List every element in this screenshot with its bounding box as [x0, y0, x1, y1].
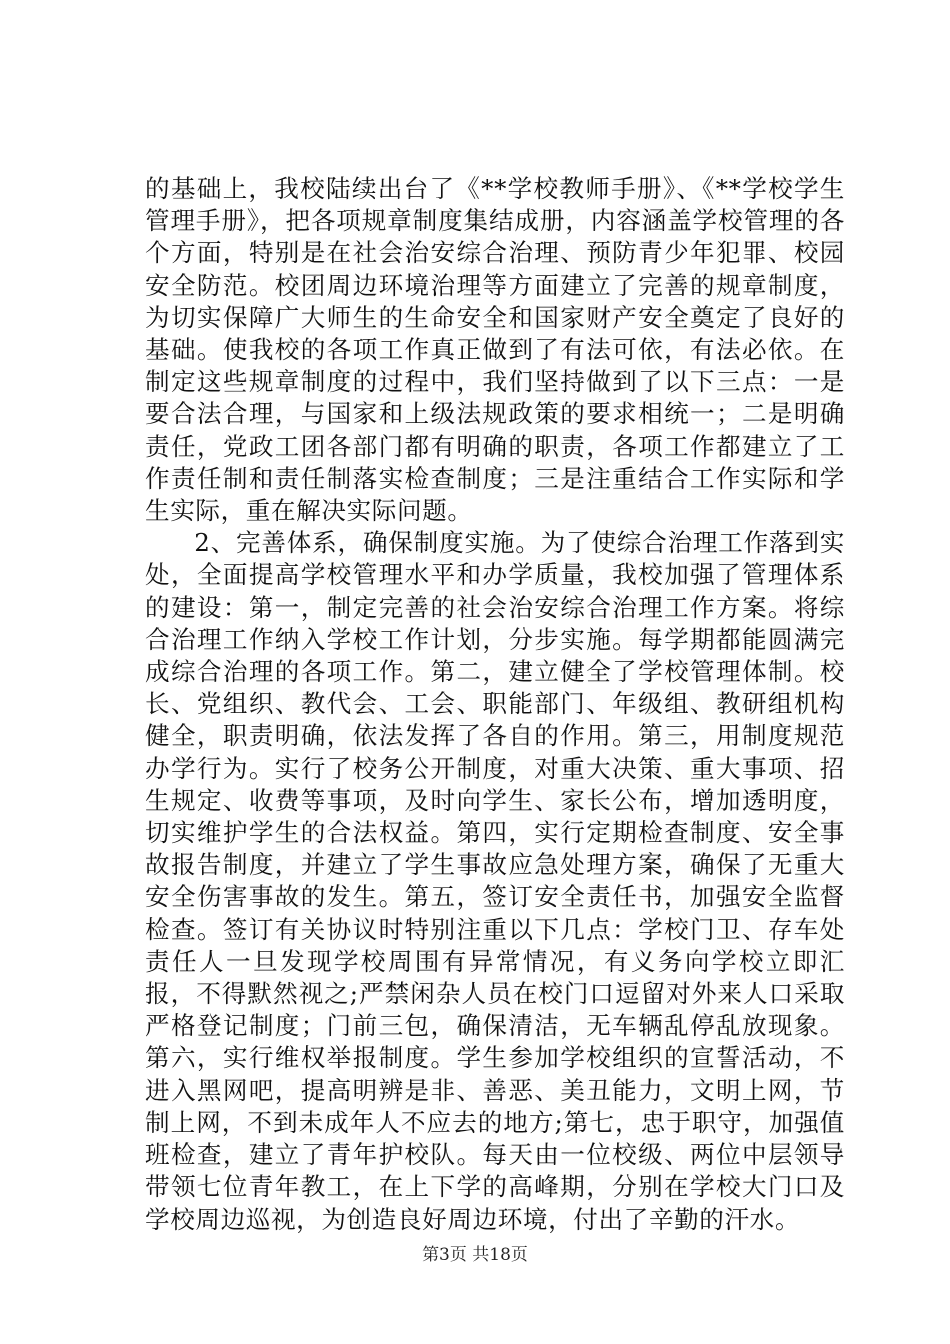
paragraph-continuation: 的基础上，我校陆续出台了《**学校教师手册》、《**学校学生管理手册》，把各项规章制度集结成册，内容涵盖学校管理的各个方面，特别是在社会治安综合治理、预防青少年犯罪、校园安全防范。校团周边环境治理等方面建立了完善的规章制度，为切实保障广大师生的生命安全和国家财产安全奠定了良好的基础。使我校的各项工作真正做到了有法可依，有法必依。在制定这些规章制度的过程中，我们坚持做到了以下三点：一是要合法合理，与国家和上级法规政策的要求相统一；二是明确责任，党政工团各部门都有明确的职责，各项工作都建立了工作责任制和责任制落实检查制度；三是注重结合工作实际和学生实际，重在解决实际问题。: [145, 174, 845, 526]
page-footer: 第3页 共18页: [422, 1245, 528, 1265]
paragraph-improve-system: 2、完善体系，确保制度实施。为了使综合治理工作落到实处，全面提高学校管理水平和办学质量，我校加强了管理体系的建设：第一，制定完善的社会治安综合治理工作方案。将综合治理工作纳入学校工作计划，分步实施。每学期都能圆满完成综合治理的各项工作。第二，建立健全了学校管理体制。校长、党组织、教代会、工会、职能部门、年级组、教研组机构健全，职责明确，依法发挥了各自的作用。第三，用制度规范办学行为。实行了校务公开制度，对重大决策、重大事项、招生规定、收费等事项，及时向学生、家长公布，增加透明度，切实维护学生的合法权益。第四，实行定期检查制度、安全事故报告制度，并建立了学生事故应急处理方案，确保了无重大安全伤害事故的发生。第五，签订安全责任书，加强安全监督检查。签订有关协议时特别注重以下几点：学校门卫、存车处责任人一旦发现学校周围有异常情况，有义务向学校立即汇报，不得默然视之;严禁闲杂人员在校门口逗留对外来人口采取严格登记制度；门前三包，确保清洁，无车辆乱停乱放现象。第六，实行维权举报制度。学生参加学校组织的宣誓活动，不进入黑网吧，提高明辨是非、善恶、美丑能力，文明上网，节制上网，不到未成年人不应去的地方;第七，忠于职守，加强值班检查，建立了青年护校队。每天由一位校级、两位中层领导带领七位青年教工，在上下学的高峰期，分别在学校大门口及学校周边巡视，为创造良好周边环境，付出了辛勤的汗水。: [145, 528, 845, 1234]
document-body: [145, 173, 845, 1236]
